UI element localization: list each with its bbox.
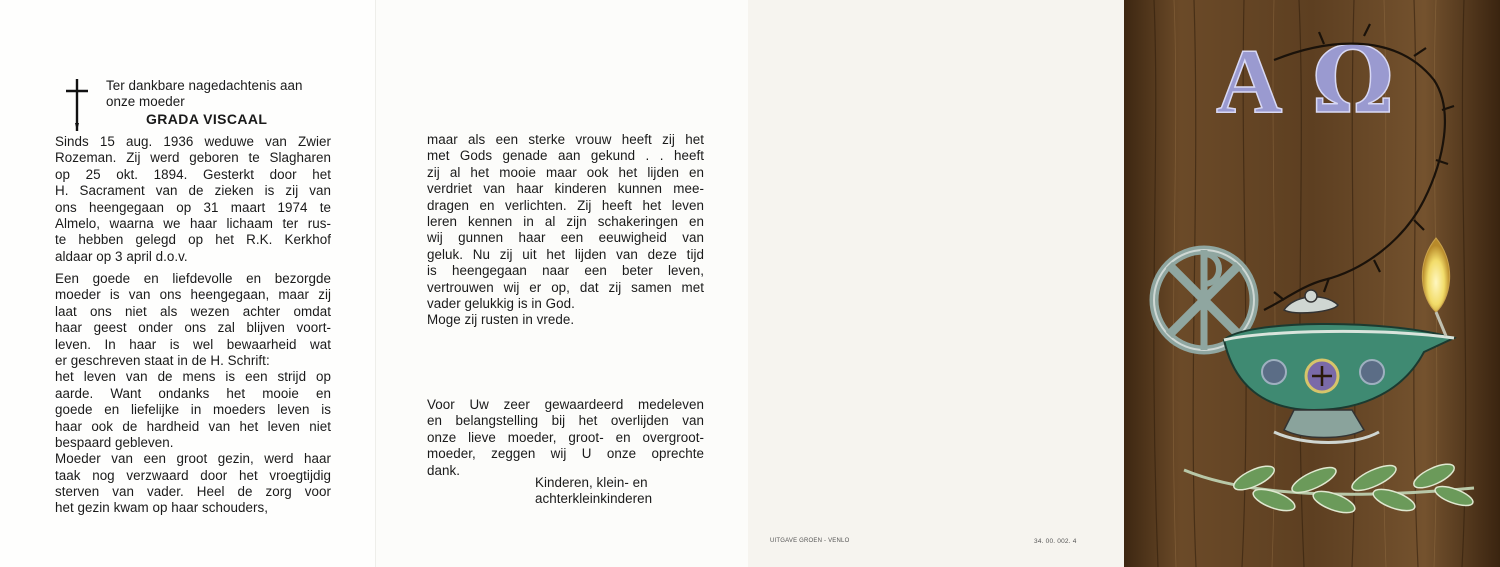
text-line: verdriet van haar kinderen kunnen mee- (427, 181, 704, 197)
text-line: geluk. Nu zij uit het lijden van deze tijd (427, 246, 704, 262)
text-line: maar als een sterke vrouw heeft zij het (427, 132, 704, 147)
text-line: onze lieve moeder, groot- en overgroot- (427, 429, 704, 445)
header-line: onze moeder (106, 94, 185, 110)
text-line: Een goede en liefdevolle en bezorgde (55, 271, 331, 286)
text-line: moeder, zeggen wij U onze oprechte (427, 446, 704, 462)
text-line: haar geest onder ons zal blijven voort- (55, 320, 331, 336)
tribute-paragraph-continued (427, 132, 704, 329)
text-line: Almelo, waarna we haar lichaam ter rus- (55, 215, 331, 231)
text-line: Voor Uw zeer gewaardeerd medeleven (427, 397, 704, 412)
signature-line: Kinderen, klein- en (535, 475, 648, 490)
text-line: vertrouwen wij er op, dat zij samen met (427, 279, 704, 295)
text-line: Moeder van een groot gezin, werd haar (55, 451, 331, 467)
publisher-imprint: UITGAVE GROEN - VENLO (770, 538, 850, 544)
deceased-name: GRADA VISCAAL (146, 111, 268, 127)
text-line: dank. (427, 462, 461, 478)
text-line: aldaar op 3 april d.o.v. (55, 248, 188, 264)
text-line: leven. In haar is wel bewaarheid wat (55, 336, 331, 352)
text-line: bespaard gebleven. (55, 434, 174, 450)
text-line: dragen en verlichten. Zij heeft het leven (427, 197, 704, 213)
omega-letter: Ω (1312, 26, 1394, 134)
text-line: zij al het mooie maar ook het lijden en (427, 164, 704, 180)
text-line: aarde. Want ondanks het mooie en (55, 385, 331, 401)
biography-paragraph (55, 134, 331, 265)
thanks-paragraph (427, 397, 704, 479)
text-line: Moge zij rusten in vrede. (427, 312, 575, 328)
text-line: het gezin kwam op haar schouders, (55, 500, 269, 516)
text-line: het leven van de mens is een strijd op (55, 369, 331, 385)
text-line: Sinds 15 aug. 1936 weduwe van Zwier (55, 134, 331, 149)
dedication-header (106, 78, 303, 111)
text-line: wij gunnen haar een eeuwigheid van (427, 230, 704, 246)
card-panel-left (0, 0, 375, 567)
text-line: vader gelukkig is in God. (427, 295, 575, 311)
header-line: Ter dankbare nagedachtenis aan (106, 78, 303, 93)
text-line: taak nog verzwaard door het vroegtijdig (55, 467, 331, 483)
text-line: is heengegaan naar een beter leven, (427, 263, 704, 279)
card-panel-cover-art (1124, 0, 1500, 567)
cross-icon (66, 79, 88, 131)
text-line: leren kennen in al zijn schakeringen en (427, 213, 704, 229)
signature (535, 475, 652, 508)
text-line: te hebben gelegd op het R.K. Kerkhof (55, 232, 331, 248)
text-line: sterven van vader. Heel de zorg voor (55, 484, 331, 500)
text-line: met Gods genade aan gekund . . heeft (427, 148, 704, 164)
text-line: goede en liefelijke in moeders leven is (55, 402, 331, 418)
card-panel-middle (375, 0, 749, 567)
cover-illustration (1124, 0, 1500, 567)
text-line: op 25 okt. 1894. Gesterkt door het (55, 166, 331, 182)
text-line: moeder is van ons heengegaan, maar zij (55, 287, 331, 303)
signature-line: achterkleinkinderen (535, 491, 653, 507)
alpha-letter: A (1216, 30, 1283, 132)
text-line: haar ook de hardheid van het leven niet (55, 418, 331, 434)
tribute-paragraph (55, 271, 331, 517)
text-line: H. Sacrament van de zieken is zij van (55, 183, 331, 199)
text-line: Rozeman. Zij werd geboren te Slagharen (55, 150, 331, 166)
product-code: 34. 00. 002. 4 (1034, 538, 1077, 545)
text-line: er geschreven staat in de H. Schrift: (55, 352, 270, 368)
text-line: en belangstelling bij het overlijden van (427, 413, 704, 429)
text-line: ons heengegaan op 31 maart 1974 te (55, 199, 331, 215)
text-line: laat ons niet als wezen achter omdat (55, 303, 331, 319)
card-panel-back (748, 0, 1124, 567)
